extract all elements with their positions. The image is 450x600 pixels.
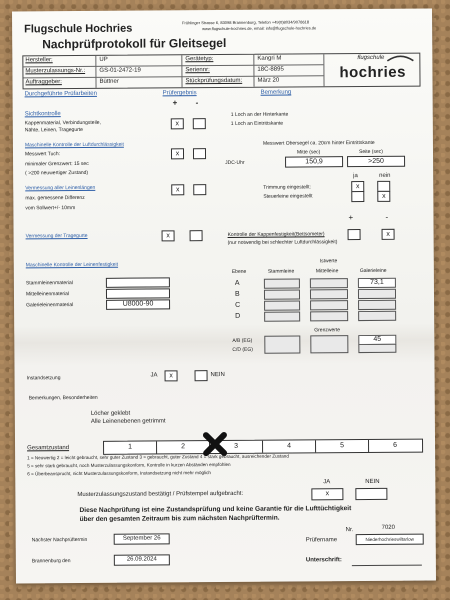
trage-plus-sign: +	[348, 213, 354, 223]
steuer-ja-checkbox[interactable]	[351, 191, 364, 202]
ab-label: A/B (EG)	[232, 337, 253, 344]
school-address: Frühlinger Strasse 6, 83098 Brannenburg, Telefon +49(0)8034/9078618	[182, 19, 310, 26]
sicht-title: Sichtkontrolle	[24, 111, 61, 118]
instand-ja-checkbox[interactable]: x	[165, 370, 178, 381]
galerie-input[interactable]: U8000-90	[106, 299, 170, 309]
seriennr-value: 18C-8895	[257, 66, 284, 73]
muster-value: GS-01-2472-19	[99, 67, 141, 74]
col-ergebnis: Prüfergebnis	[162, 90, 197, 97]
datum-value[interactable]: 26.09.2024	[114, 554, 170, 565]
istwerte-label: Istwerte	[319, 258, 338, 265]
mittel-b-cell[interactable]	[310, 289, 348, 299]
sicht-plus-checkbox[interactable]: x	[171, 118, 184, 129]
sicht-remark2: 1 Loch an Eintrittskante	[230, 120, 284, 127]
gesamt-cell-5[interactable]: 5	[316, 440, 369, 452]
nr-label: Nr.	[345, 527, 354, 534]
nr-value: 7020	[381, 524, 396, 531]
steuer-nein-checkbox[interactable]: x	[377, 191, 390, 202]
luft-messwert: Messwert Tuch:	[24, 151, 61, 158]
ebene-label: Ebene	[231, 268, 247, 275]
gesamt-title: Gesamtzustand	[27, 445, 70, 452]
vermess-minus-checkbox[interactable]	[193, 184, 206, 195]
gesamt-cell-1[interactable]: 1	[104, 441, 157, 453]
ebene-b: B	[234, 290, 240, 298]
grenz-mittel-cell[interactable]	[310, 335, 348, 353]
pruefer-label: Prüfername	[305, 537, 338, 544]
festigkeit-minus-checkbox[interactable]: x	[382, 229, 395, 240]
festigkeit-plus-checkbox[interactable]	[348, 229, 361, 240]
instand-nein: NEIN	[210, 371, 225, 379]
galerie-c-cell[interactable]	[358, 300, 396, 310]
datum-label: Brannenburg den	[31, 558, 71, 565]
sicht-line1: Kappenmaterial, Verbindungsteile,	[24, 119, 101, 127]
luft-mitte-label: Mitte (sec)	[296, 149, 321, 156]
cd-label: C/D (EG)	[232, 346, 253, 353]
trage-remark1: Kontrolle der Kappenfestigkeit(Bettsometer)	[227, 231, 325, 238]
sicht-minus-checkbox[interactable]	[193, 118, 206, 129]
trage-title: Vermessung der Tragegurte	[25, 232, 88, 240]
konform-ja-checkbox[interactable]: x	[311, 488, 343, 500]
jdc-label: JDC-Uhr	[225, 159, 245, 166]
luft-minus-checkbox[interactable]	[193, 148, 206, 159]
bemerk-line1: Löcher geklebt	[90, 410, 131, 417]
instand-nein-checkbox[interactable]	[195, 370, 208, 381]
naechst-value[interactable]: September 26	[114, 533, 170, 544]
mittel-label: Mittelleinenmaterial	[25, 291, 70, 298]
mittel-d-cell[interactable]	[310, 311, 348, 321]
geraetetyp-label: Gerätetyp:	[185, 56, 214, 63]
bemerk-title: Bemerkungen, Besonderheiten	[28, 394, 98, 402]
vermess-line2: vom Sollwert+/- 10mm	[25, 205, 76, 212]
mittel-a-cell[interactable]	[310, 278, 348, 288]
vermess-ja: ja	[353, 173, 358, 180]
luft-remark: Messwert Obersegel ca. 20cm hinter Eintrittskante	[262, 139, 375, 147]
stamm-input[interactable]	[106, 277, 170, 287]
trage-remark2: (nur notwendig bei schlechter Luftdurchlässigkeit)	[227, 239, 338, 246]
konform-label: Musterzulassungszustand bestätigt / Prüfstempel aufgebracht:	[77, 490, 244, 499]
luft-title: Maschinelle Kontrolle der Luftdurchlässigkeit	[24, 141, 124, 149]
stueck-label: Stückprüfungsdatum:	[185, 77, 243, 85]
luft-plus-checkbox[interactable]: x	[171, 148, 184, 159]
stamm-label: Stammleinenmaterial	[25, 280, 73, 287]
gesamt-cell-2[interactable]: 2	[157, 441, 210, 453]
signature-line	[352, 565, 422, 566]
col-stammleine: Stammleine	[267, 268, 295, 275]
muster-label: Musterzulassungs-Nr.:	[25, 67, 86, 75]
form-title: Nachprüfprotokoll für Gleitsegel	[42, 35, 227, 52]
sicht-remark1: 1 Loch an der Hinterkante	[230, 111, 289, 118]
col-arbeiten: Durchgeführte Prüfarbeiten	[24, 90, 97, 98]
vermess-title: Vermessung aller Leinenlängen	[25, 184, 96, 192]
selection-cross-mark-icon	[203, 432, 227, 456]
naechst-label: Nächster Nachprüftermin	[31, 536, 88, 544]
konform-nein-checkbox[interactable]	[355, 488, 387, 500]
konform-ja: JA	[323, 479, 331, 486]
luft-seite-value[interactable]: >250	[347, 156, 405, 167]
gesamt-cell-6[interactable]: 6	[393, 441, 398, 449]
luft-mitte-value[interactable]: 150,9	[285, 156, 343, 167]
bemerk-line2: Alle Leinenebenen getrimmt	[90, 418, 166, 425]
gesamt-scale	[103, 439, 423, 455]
grenz-galerie-ab-cell[interactable]: 45	[358, 335, 396, 345]
grenzwerte-label: Grenzwerte	[314, 327, 341, 334]
luft-neuwertig: ( >200 neuwertiger Zustand)	[25, 169, 89, 177]
trage-minus-sign: -	[385, 212, 389, 222]
instand-label: Instandsetzung	[26, 375, 61, 382]
paraglider-logo-icon	[385, 54, 415, 64]
grenz-stamm-cell[interactable]	[264, 335, 300, 353]
auftraggeber-value: Büttner	[99, 78, 119, 85]
inspection-form	[12, 9, 436, 584]
grenz-galerie-cd-cell[interactable]	[358, 344, 396, 353]
col-mittelleine: Mittelleine	[315, 268, 339, 275]
seriennr-label: Seriennr:	[185, 67, 210, 74]
gesamt-legend-2: 5 = sehr stark gebraucht, noch Musterzulassungskonform, Kontrolle in kurzen Abständen empfohlen	[27, 461, 231, 469]
stamm-d-cell[interactable]	[264, 311, 300, 321]
trimm-ja-checkbox[interactable]: x	[351, 181, 364, 192]
ebene-c: C	[235, 301, 241, 309]
galerie-d-cell[interactable]	[358, 311, 396, 321]
luft-grenzwert: minimaler Grenzwert: 15 sec	[25, 160, 89, 168]
mittel-c-cell[interactable]	[310, 300, 348, 310]
gesamt-cell-3[interactable]: 3	[210, 441, 263, 453]
trage-minus-checkbox[interactable]	[190, 230, 203, 241]
ebene-d: D	[235, 312, 241, 320]
hersteller-value: UP	[99, 56, 108, 63]
instand-ja: JA	[150, 372, 158, 379]
ebene-a: A	[234, 279, 240, 287]
gesamt-legend-3: 6 = Überbeansprucht, nicht Musterzulassungskonform, Instandsetzung nicht mehr möglich	[27, 470, 211, 477]
luft-seite-label: Seite (sec)	[358, 148, 383, 156]
logo-small-text: flugschule	[357, 54, 385, 62]
gesamt-legend-1: 1 = Neuwertig 2 = leicht gebraucht, sehr guter Zustand 3 = gebraucht, guter Zustand 4 = stark gebraucht, ausreichender Zustand	[27, 453, 289, 461]
konform-nein: NEIN	[365, 478, 380, 486]
logo-main-text: hochries	[339, 63, 407, 82]
school-name: Flugschule Hochries	[24, 22, 133, 36]
steuer-label: Steuerleine eingestellt	[263, 193, 313, 200]
vermess-nein: nein	[379, 172, 391, 179]
col-galerieleine: Galerieleine	[359, 267, 387, 275]
vermess-line1: max. gemessene Differenz	[25, 194, 85, 202]
school-contact: www.flugschule-hochries.de, email: info@flugschule-hochries.de	[202, 25, 317, 32]
gesamt-cell-4[interactable]: 4	[263, 440, 316, 452]
trage-plus-checkbox[interactable]: x	[162, 230, 175, 241]
col-plus: +	[172, 98, 178, 108]
leinen-title: Maschinelle Kontrolle der Leinenfestigkeit	[25, 261, 119, 269]
auftraggeber-label: Auftraggeber:	[25, 79, 62, 86]
vermess-plus-checkbox[interactable]: x	[171, 184, 184, 195]
stamm-a-cell[interactable]	[264, 278, 300, 288]
stamm-c-cell[interactable]	[264, 300, 300, 310]
galerie-a-cell[interactable]: 73,1	[358, 278, 396, 288]
galerie-b-cell[interactable]	[358, 289, 396, 299]
galerie-label: Galerieleinenmaterial	[26, 302, 74, 309]
col-bemerkung: Bemerkung	[260, 89, 292, 96]
col-minus: -	[195, 98, 199, 108]
hersteller-label: Hersteller:	[25, 57, 53, 64]
sicht-line2: Nähte, Leinen, Tragegurte	[24, 126, 83, 134]
stamm-b-cell[interactable]	[264, 289, 300, 299]
mittel-input[interactable]	[106, 288, 170, 298]
info-table	[22, 53, 420, 90]
disclaimer-line1: Diese Nachprüfung ist eine Zustandsprüfung und keine Garantie für die Lufttüchtigkeit	[79, 505, 352, 515]
geraetetyp-value: Kangri M	[257, 55, 282, 62]
unterschrift-label: Unterschrift:	[305, 557, 342, 564]
disclaimer-line2: über den gesamten Zeitraum bis zum nächsten Nachprüftermin.	[79, 514, 280, 524]
pruefer-value[interactable]: Niederhochrieswiltarlow	[356, 534, 424, 545]
stueck-value: März 20	[257, 77, 280, 84]
trimm-label: Trimmung eingestellt:	[263, 184, 311, 191]
